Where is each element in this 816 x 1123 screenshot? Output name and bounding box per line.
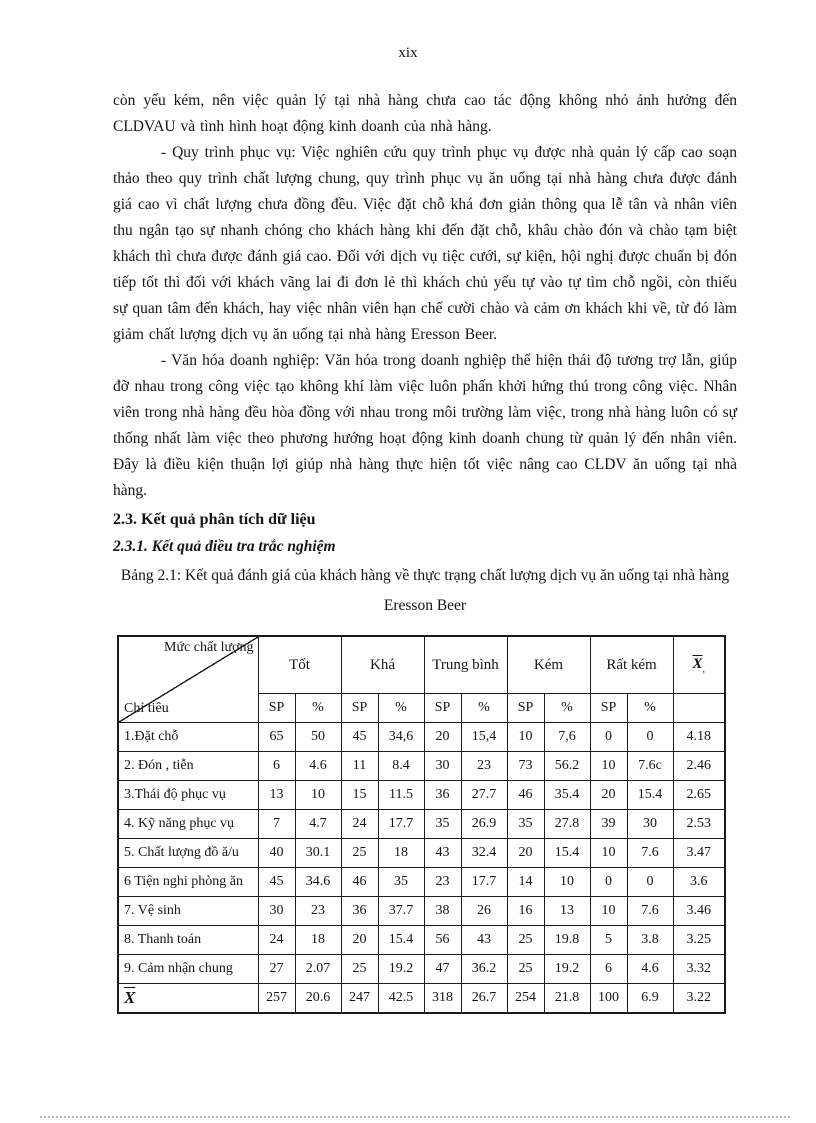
data-cell: 7,6 — [544, 723, 590, 752]
corner-label-quality-level: Mức chất lượng — [164, 640, 254, 655]
total-cell: 21.8 — [544, 984, 590, 1014]
paragraph-company-culture: - Văn hóa doanh nghiệp: Văn hóa trong doanh nghiệp thể hiện thái độ tương trợ lẫn, giúp đỡ nhau trong công việc tạo không khí làm việc luôn phấn khởi hứng thú trong công việc. Nhân viên trong nhà hàng đều hòa đồng với nhau trong môi trường làm việc, trong nhà hàng luôn có sự thống nhất làm việc theo phương hướng hoạt động kinh doanh chung từ quản lý đến nhân viên. Đây là điều kiện thuận lợi giúp nhà hàng thực hiện tốt việc nâng cao CLDV ăn uống tại nhà hàng. — [113, 352, 737, 499]
subsection-heading-2-3-1: 2.3.1. Kết quả điều tra trắc nghiệm — [113, 538, 336, 555]
data-cell: 32.4 — [461, 839, 507, 868]
data-cell: 10 — [590, 897, 627, 926]
data-cell: 18 — [378, 839, 424, 868]
data-cell: 0 — [590, 723, 627, 752]
data-cell: 65 — [258, 723, 295, 752]
total-cell: 20.6 — [295, 984, 341, 1014]
data-cell: 15.4 — [378, 926, 424, 955]
data-cell: 15.4 — [544, 839, 590, 868]
data-cell: 6 — [590, 955, 627, 984]
data-cell: 26 — [461, 897, 507, 926]
paragraph-continuation: còn yếu kém, nên việc quản lý tại nhà hàng chưa cao tác động không nhỏ ảnh hưởng đến CLDVAU và tình hình hoạt động kinh doanh của nhà hàng. — [113, 92, 737, 135]
data-cell: 20 — [507, 839, 544, 868]
data-cell: 30 — [258, 897, 295, 926]
data-cell: 43 — [461, 926, 507, 955]
data-cell: 11.5 — [378, 781, 424, 810]
data-cell: 25 — [341, 955, 378, 984]
data-cell: 10 — [544, 868, 590, 897]
data-cell: 7.6 — [627, 897, 673, 926]
data-cell: 38 — [424, 897, 461, 926]
total-cell: 26.7 — [461, 984, 507, 1014]
data-cell: 36.2 — [461, 955, 507, 984]
data-cell: 4.7 — [295, 810, 341, 839]
data-cell: 34,6 — [378, 723, 424, 752]
table-row — [118, 926, 725, 955]
row-label: 8. Thanh toán — [118, 926, 258, 955]
data-cell: 27.8 — [544, 810, 590, 839]
page-content — [113, 88, 737, 1014]
subheader-sp: SP — [507, 694, 544, 723]
data-cell: 43 — [424, 839, 461, 868]
corner-label-criteria: Chỉ tiêu — [124, 701, 169, 716]
row-label: 7. Vệ sinh — [118, 897, 258, 926]
data-cell: 18 — [295, 926, 341, 955]
row-label: 3.Thái độ phục vụ — [118, 781, 258, 810]
data-cell: 0 — [627, 723, 673, 752]
total-cell: 3.22 — [673, 984, 725, 1014]
subheader-pct: % — [544, 694, 590, 723]
data-cell: 3.47 — [673, 839, 725, 868]
data-cell: 0 — [627, 868, 673, 897]
table-total-row — [118, 984, 725, 1014]
total-cell: 254 — [507, 984, 544, 1014]
table-row — [118, 897, 725, 926]
data-cell: 36 — [341, 897, 378, 926]
level-header-very-poor: Rất kém — [590, 636, 673, 694]
row-label: 2. Đón , tiễn — [118, 752, 258, 781]
data-cell: 23 — [461, 752, 507, 781]
data-cell: 15 — [341, 781, 378, 810]
data-cell: 3.6 — [673, 868, 725, 897]
data-cell: 25 — [507, 955, 544, 984]
data-cell: 39 — [590, 810, 627, 839]
data-cell: 47 — [424, 955, 461, 984]
corner-diagonal-cell — [118, 636, 258, 723]
data-cell: 15.4 — [627, 781, 673, 810]
table-row — [118, 839, 725, 868]
section-heading-2-3: 2.3. Kết quả phân tích dữ liệu — [113, 511, 316, 528]
total-cell: 257 — [258, 984, 295, 1014]
data-cell: 56.2 — [544, 752, 590, 781]
level-header-good: Tốt — [258, 636, 341, 694]
data-cell: 37.7 — [378, 897, 424, 926]
data-cell: 20 — [590, 781, 627, 810]
paragraph-service-process: - Quy trình phục vụ: Việc nghiên cứu quy trình phục vụ được nhà quản lý cấp cao soạn thảo theo quy trình chất lượng chung, quy trình phục vụ ăn uống tại nhà hàng chưa được đánh giá cao vì chất lượng chưa đồng đều. Việc đặt chỗ khá đơn giản thông qua lễ tân và nhân viên thu ngân tạo sự nhanh chóng cho khách hàng khi đến đặt chỗ, khâu chào đón và chào tạm biệt khách thì chưa được đánh giá cao. Đối với dịch vụ tiệc cưới, sự kiện, hội nghị được chuẩn bị đón tiếp tốt thì đối với khách vãng lai đi đơn lẻ thì khách chủ yếu tự vào tự tìm chỗ ngồi, còn thiếu sự quan tâm đến khách, hay việc nhân viên hạn chế cười chào và cảm ơn khách khi về, từ đó làm giảm chất lượng dịch vụ ăn uống tại nhà hàng Eresson Beer. — [113, 144, 737, 343]
total-cell: 247 — [341, 984, 378, 1014]
data-cell: 46 — [507, 781, 544, 810]
data-cell: 13 — [258, 781, 295, 810]
data-cell: 23 — [295, 897, 341, 926]
subheader-sp: SP — [341, 694, 378, 723]
data-cell: 3.46 — [673, 897, 725, 926]
xbar-total-symbol: $\overline{X}$ — [124, 988, 136, 1007]
data-cell: 46 — [341, 868, 378, 897]
data-cell: 7 — [258, 810, 295, 839]
data-cell: 23 — [424, 868, 461, 897]
subheader-pct: % — [627, 694, 673, 723]
data-cell: 2.65 — [673, 781, 725, 810]
data-cell: 8.4 — [378, 752, 424, 781]
data-cell: 10 — [295, 781, 341, 810]
data-cell: 56 — [424, 926, 461, 955]
data-cell: 35 — [507, 810, 544, 839]
data-cell: 17.7 — [461, 868, 507, 897]
subheader-pct: % — [378, 694, 424, 723]
header-row-levels — [118, 636, 725, 694]
table-row — [118, 868, 725, 897]
data-cell: 2.53 — [673, 810, 725, 839]
data-cell: 7.6 — [627, 839, 673, 868]
data-cell: 4.6 — [627, 955, 673, 984]
row-label: 1.Đặt chỗ — [118, 723, 258, 752]
level-header-average: Trung bình — [424, 636, 507, 694]
table-row — [118, 955, 725, 984]
data-cell: 36 — [424, 781, 461, 810]
data-cell: 27 — [258, 955, 295, 984]
data-cell: 40 — [258, 839, 295, 868]
total-cell: 100 — [590, 984, 627, 1014]
table-row — [118, 781, 725, 810]
data-cell: 15,4 — [461, 723, 507, 752]
xbar-subscript: , — [702, 663, 706, 675]
subheader-sp: SP — [424, 694, 461, 723]
data-cell: 20 — [341, 926, 378, 955]
data-cell: 10 — [590, 839, 627, 868]
subheader-empty — [673, 694, 725, 723]
data-cell: 30 — [424, 752, 461, 781]
data-cell: 7.6c — [627, 752, 673, 781]
row-label: 4. Kỹ năng phục vụ — [118, 810, 258, 839]
row-label: 9. Cảm nhận chung — [118, 955, 258, 984]
data-cell: 17.7 — [378, 810, 424, 839]
data-cell: 11 — [341, 752, 378, 781]
total-cell: 42.5 — [378, 984, 424, 1014]
survey-results-table — [117, 635, 726, 1014]
data-cell: 19.2 — [544, 955, 590, 984]
xbar-symbol: $\overline{X}$ — [692, 655, 703, 672]
data-cell: 19.8 — [544, 926, 590, 955]
data-cell: 2.46 — [673, 752, 725, 781]
mean-column-header — [673, 636, 725, 694]
data-cell: 50 — [295, 723, 341, 752]
data-cell: 16 — [507, 897, 544, 926]
table-row — [118, 810, 725, 839]
data-cell: 30 — [627, 810, 673, 839]
data-cell: 0 — [590, 868, 627, 897]
data-cell: 20 — [424, 723, 461, 752]
subheader-pct: % — [295, 694, 341, 723]
data-cell: 4.18 — [673, 723, 725, 752]
total-row-label — [118, 984, 258, 1014]
table-row — [118, 723, 725, 752]
page-bottom-dotted-line — [40, 1116, 790, 1118]
data-cell: 3.32 — [673, 955, 725, 984]
data-cell: 6 — [258, 752, 295, 781]
data-cell: 4.6 — [295, 752, 341, 781]
total-cell: 318 — [424, 984, 461, 1014]
data-cell: 14 — [507, 868, 544, 897]
data-cell: 2.07 — [295, 955, 341, 984]
data-cell: 24 — [341, 810, 378, 839]
data-cell: 35 — [424, 810, 461, 839]
data-cell: 10 — [507, 723, 544, 752]
row-label: 5. Chất lượng đồ ă/u — [118, 839, 258, 868]
data-cell: 25 — [507, 926, 544, 955]
row-label: 6 Tiện nghi phòng ăn — [118, 868, 258, 897]
data-cell: 35.4 — [544, 781, 590, 810]
data-cell: 24 — [258, 926, 295, 955]
table-caption: Bảng 2.1: Kết quả đánh giá của khách hàng về thực trạng chất lượng dịch vụ ăn uống tại nhà hàng Eresson Beer — [120, 567, 730, 614]
subheader-pct: % — [461, 694, 507, 723]
total-cell: 6.9 — [627, 984, 673, 1014]
subheader-sp: SP — [590, 694, 627, 723]
table-row — [118, 752, 725, 781]
subheader-sp: SP — [258, 694, 295, 723]
data-cell: 5 — [590, 926, 627, 955]
data-cell: 25 — [341, 839, 378, 868]
page-number: xix — [398, 45, 418, 61]
data-cell: 45 — [341, 723, 378, 752]
data-cell: 10 — [590, 752, 627, 781]
results-table-body — [118, 723, 725, 1014]
level-header-fair: Khá — [341, 636, 424, 694]
data-cell: 34.6 — [295, 868, 341, 897]
data-cell: 13 — [544, 897, 590, 926]
level-header-poor: Kém — [507, 636, 590, 694]
data-cell: 45 — [258, 868, 295, 897]
data-cell: 3.8 — [627, 926, 673, 955]
data-cell: 19.2 — [378, 955, 424, 984]
data-cell: 35 — [378, 868, 424, 897]
data-cell: 27.7 — [461, 781, 507, 810]
data-cell: 26.9 — [461, 810, 507, 839]
data-cell: 73 — [507, 752, 544, 781]
data-cell: 3.25 — [673, 926, 725, 955]
data-cell: 30.1 — [295, 839, 341, 868]
